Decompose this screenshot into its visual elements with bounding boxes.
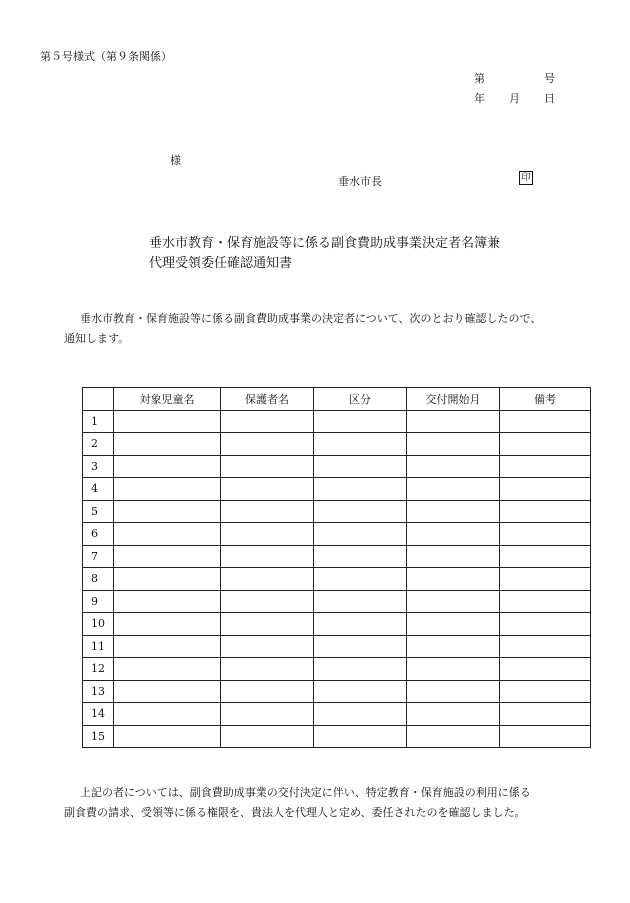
start-month-cell (407, 590, 500, 613)
start-month-cell (407, 478, 500, 501)
category-cell (314, 410, 407, 433)
start-month-cell (407, 545, 500, 568)
start-month-cell (407, 703, 500, 726)
guardian-name-cell (221, 590, 314, 613)
row-number: 5 (83, 500, 114, 523)
category-cell (314, 478, 407, 501)
table-row (83, 545, 591, 568)
guardian-name-cell (221, 613, 314, 636)
child-name-cell (114, 613, 221, 636)
row-number: 6 (83, 523, 114, 546)
child-name-cell (114, 478, 221, 501)
start-month-cell (407, 523, 500, 546)
child-name-cell (114, 455, 221, 478)
table-row (83, 680, 591, 703)
guardian-name-cell (221, 635, 314, 658)
remarks-cell (500, 590, 591, 613)
category-cell (314, 680, 407, 703)
row-number: 15 (83, 725, 114, 748)
remarks-cell (500, 725, 591, 748)
header-child-name: 対象児童名 (114, 388, 221, 411)
start-month-cell (407, 568, 500, 591)
row-number: 4 (83, 478, 114, 501)
remarks-cell (500, 680, 591, 703)
guardian-name-cell (221, 455, 314, 478)
addressee-honorific: 様 (170, 154, 181, 167)
document-number-prefix: 第 (474, 72, 485, 85)
table-row (83, 725, 591, 748)
guardian-name-cell (221, 680, 314, 703)
table-row (83, 455, 591, 478)
remarks-cell (500, 523, 591, 546)
row-number: 3 (83, 455, 114, 478)
table-row (83, 658, 591, 681)
start-month-cell (407, 455, 500, 478)
category-cell (314, 590, 407, 613)
remarks-cell (500, 410, 591, 433)
remarks-cell (500, 500, 591, 523)
child-name-cell (114, 590, 221, 613)
table-row (83, 478, 591, 501)
table-row (83, 568, 591, 591)
category-cell (314, 703, 407, 726)
category-cell (314, 545, 407, 568)
row-number: 7 (83, 545, 114, 568)
child-name-cell (114, 410, 221, 433)
row-number: 8 (83, 568, 114, 591)
row-number: 14 (83, 703, 114, 726)
date-day-label: 日 (544, 92, 555, 105)
body-text-line1: 垂水市教育・保育施設等に係る副食費助成事業の決定者について、次のとおり確認したので、 (80, 312, 542, 325)
category-cell (314, 500, 407, 523)
child-name-cell (114, 568, 221, 591)
remarks-cell (500, 613, 591, 636)
body-text-line2: 通知します。 (64, 332, 130, 345)
start-month-cell (407, 410, 500, 433)
remarks-cell (500, 433, 591, 456)
guardian-name-cell (221, 658, 314, 681)
document-title-line1: 垂水市教育・保育施設等に係る副食費助成事業決定者名簿兼 (149, 236, 501, 251)
category-cell (314, 658, 407, 681)
seal-box: 印 (519, 171, 533, 185)
start-month-cell (407, 433, 500, 456)
row-number: 2 (83, 433, 114, 456)
child-name-cell (114, 703, 221, 726)
child-name-cell (114, 725, 221, 748)
category-cell (314, 635, 407, 658)
remarks-cell (500, 703, 591, 726)
start-month-cell (407, 635, 500, 658)
guardian-name-cell (221, 703, 314, 726)
child-name-cell (114, 433, 221, 456)
remarks-cell (500, 635, 591, 658)
remarks-cell (500, 658, 591, 681)
guardian-name-cell (221, 725, 314, 748)
child-name-cell (114, 635, 221, 658)
guardian-name-cell (221, 568, 314, 591)
document-number-suffix: 号 (544, 72, 555, 85)
row-number: 10 (83, 613, 114, 636)
table-header-row (83, 388, 591, 411)
date-month-label: 月 (509, 92, 520, 105)
guardian-name-cell (221, 410, 314, 433)
remarks-cell (500, 455, 591, 478)
child-name-cell (114, 680, 221, 703)
header-number (83, 388, 114, 411)
row-number: 9 (83, 590, 114, 613)
table-row (83, 635, 591, 658)
issuer-name: 垂水市長 (338, 175, 382, 188)
date-year-label: 年 (474, 92, 485, 105)
start-month-cell (407, 500, 500, 523)
header-remarks: 備考 (500, 388, 591, 411)
table-row (83, 523, 591, 546)
child-name-cell (114, 658, 221, 681)
guardian-name-cell (221, 478, 314, 501)
start-month-cell (407, 613, 500, 636)
remarks-cell (500, 545, 591, 568)
category-cell (314, 455, 407, 478)
guardian-name-cell (221, 433, 314, 456)
row-number: 12 (83, 658, 114, 681)
table-row (83, 500, 591, 523)
recipient-table (82, 387, 591, 748)
table-row (83, 703, 591, 726)
guardian-name-cell (221, 523, 314, 546)
row-number: 11 (83, 635, 114, 658)
start-month-cell (407, 658, 500, 681)
remarks-cell (500, 478, 591, 501)
category-cell (314, 613, 407, 636)
row-number: 1 (83, 410, 114, 433)
child-name-cell (114, 545, 221, 568)
table-row (83, 410, 591, 433)
header-start-month: 交付開始月 (407, 388, 500, 411)
table-row (83, 433, 591, 456)
start-month-cell (407, 680, 500, 703)
category-cell (314, 725, 407, 748)
form-number-label: 第５号様式（第９条関係） (40, 50, 172, 63)
category-cell (314, 523, 407, 546)
category-cell (314, 568, 407, 591)
footer-text-line1: 上記の者については、副食費助成事業の交付決定に伴い、特定教育・保育施設の利用に係る (80, 786, 531, 799)
header-category: 区分 (314, 388, 407, 411)
start-month-cell (407, 725, 500, 748)
footer-text-line2: 副食費の請求、受領等に係る権限を、貴法人を代理人と定め、委任されたのを確認しました。 (64, 806, 526, 819)
row-number: 13 (83, 680, 114, 703)
guardian-name-cell (221, 545, 314, 568)
table-body (83, 410, 591, 748)
table-row (83, 613, 591, 636)
header-guardian-name: 保護者名 (221, 388, 314, 411)
child-name-cell (114, 523, 221, 546)
child-name-cell (114, 500, 221, 523)
guardian-name-cell (221, 500, 314, 523)
remarks-cell (500, 568, 591, 591)
category-cell (314, 433, 407, 456)
document-title-line2: 代理受領委任確認通知書 (149, 256, 293, 271)
table-row (83, 590, 591, 613)
